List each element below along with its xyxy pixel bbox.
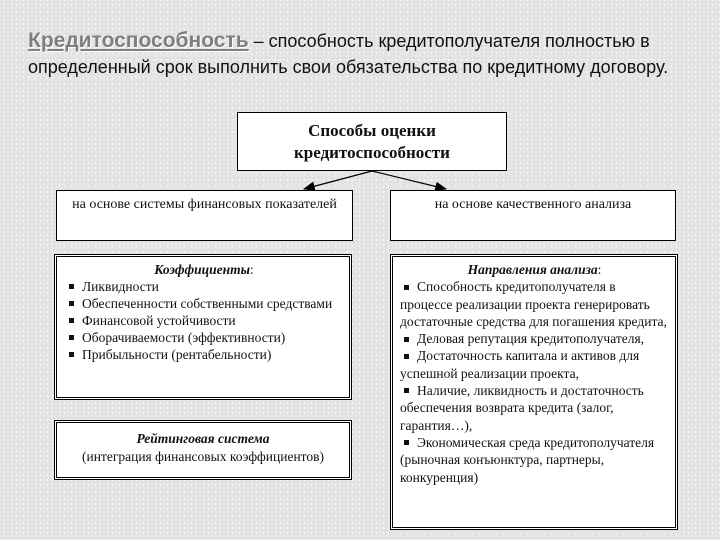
arrow-to-left-basis <box>304 171 372 189</box>
bullet-icon <box>404 337 409 342</box>
bullet-icon <box>69 335 74 340</box>
bullet-icon <box>404 354 409 359</box>
analysis-directions-box <box>390 254 678 530</box>
bullet-icon <box>69 284 74 289</box>
bullet-icon <box>404 440 409 445</box>
bullet-icon <box>404 388 409 393</box>
bullet-icon <box>69 301 74 306</box>
coefficient-item: Оборачиваемости (эффективности) <box>65 329 343 346</box>
coefficient-item: Обеспеченности собственными средствами <box>65 295 343 312</box>
definition-text: – способность кредитополучателя полностью в определенный срок выполнить свои обязательства по кредитному договору. <box>28 31 669 77</box>
direction-item: Достаточность капитала и активов для успешной реализации проекта, <box>400 348 640 381</box>
rating-system-box <box>54 420 352 480</box>
coefficient-item: Ликвидности <box>65 278 343 295</box>
coefficients-box <box>54 254 352 400</box>
coefficient-item: Финансовой устойчивости <box>65 312 343 329</box>
diagram-title-box <box>237 112 507 171</box>
coefficients-heading: Коэффициенты: <box>154 262 254 277</box>
financial-indicators-label: на основе системы финансовых показателей <box>72 197 337 212</box>
analysis-directions-heading: Направления анализа: <box>467 262 602 277</box>
definition-term: Кредитоспособность <box>28 29 249 52</box>
bullet-icon <box>404 285 409 290</box>
qualitative-analysis-label: на основе качественного анализа <box>434 197 632 212</box>
direction-item: Наличие, ликвидность и достаточность обеспечения возврата кредита (залог, гарантия…), <box>400 383 644 433</box>
direction-item: Экономическая среда кредитополучателя (рыночная конъюнктура, партнеры, конкуренция) <box>400 434 655 485</box>
direction-item: Деловая репутация кредитополучателя, <box>400 330 669 347</box>
rating-system-heading: Рейтинговая система <box>136 431 270 446</box>
direction-item: Способность кредитополучателя в процессе реализации проекта генерировать достаточные средства для погашения кредита, <box>400 279 667 329</box>
qualitative-analysis-box <box>390 190 676 241</box>
diagram-title-line-1: Способы оценки <box>308 121 436 140</box>
arrow-to-right-basis <box>372 171 446 189</box>
bullet-icon <box>69 318 74 323</box>
bullet-icon <box>69 352 74 357</box>
diagram-title-line-2: кредитоспособности <box>294 143 450 162</box>
coefficient-item: Прибыльности (рентабельности) <box>65 346 343 363</box>
financial-indicators-box <box>56 190 353 241</box>
rating-system-subtitle: (интеграция финансовых коэффициентов) <box>81 449 325 464</box>
